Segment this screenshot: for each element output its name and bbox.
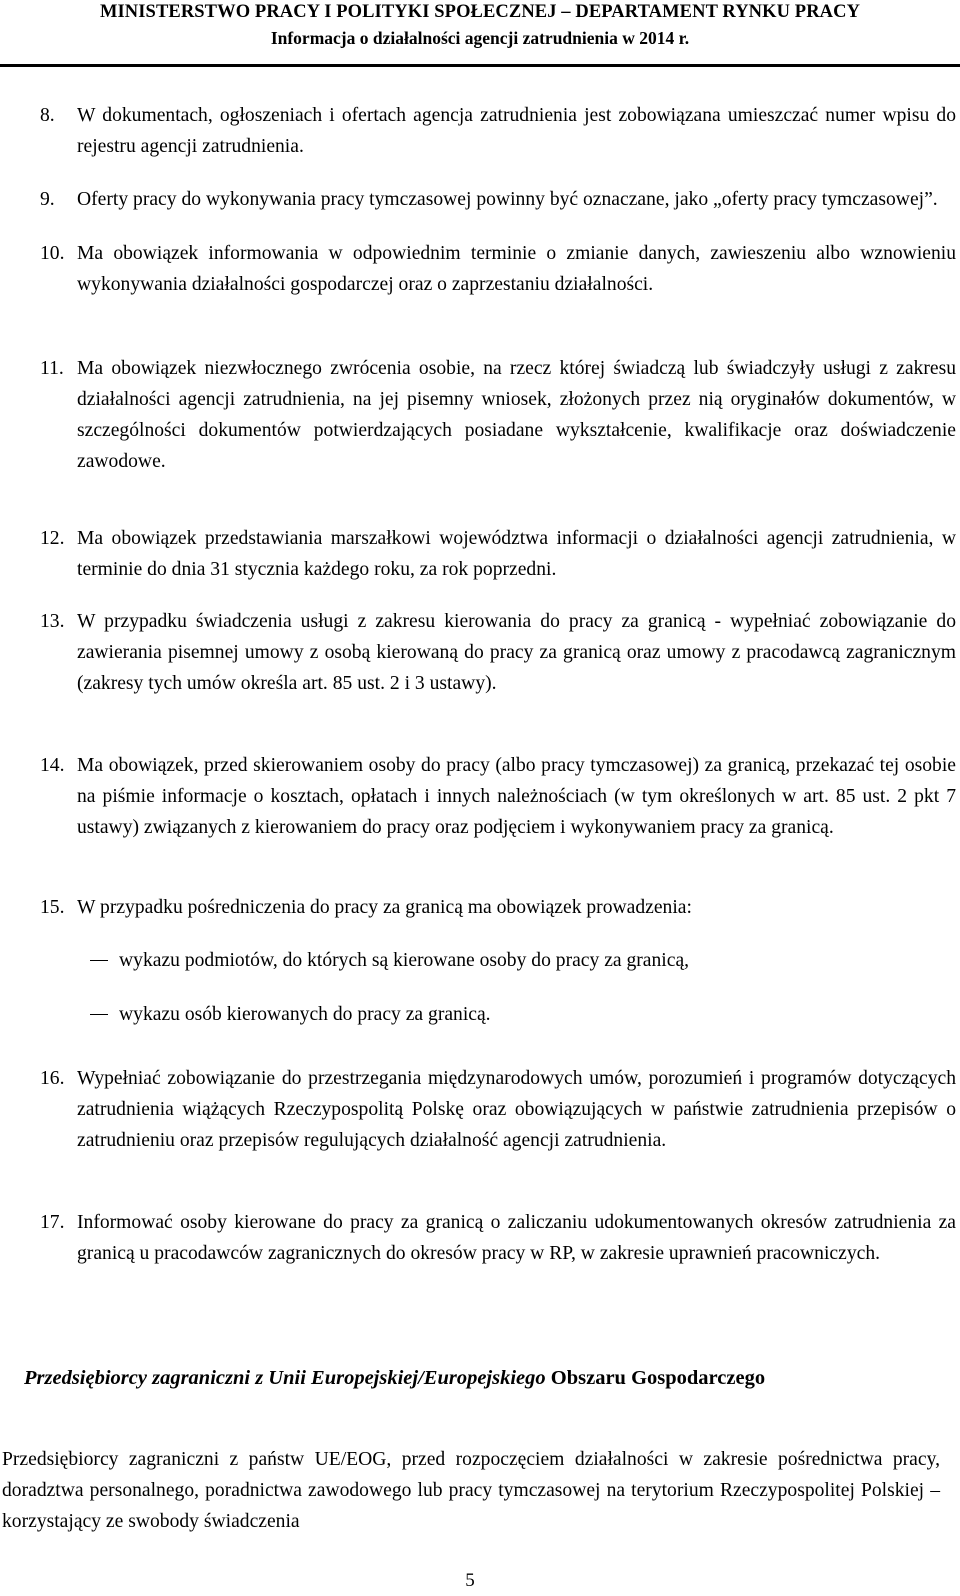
header-divider bbox=[0, 64, 960, 67]
header-ministry: MINISTERSTWO PRACY I POLITYKI SPOŁECZNEJ – DEPARTAMENT RYNKU PRACY bbox=[99, 2, 861, 22]
list-item-text: Wypełniać zobowiązanie do przestrzegania międzynarodowych umów, porozumień i programów dotyczących zatrudnienia wiążących Rzeczypospolitą Polskę oraz obowiązujących w państwie zatrudnienia przepisów o zatrudnieniu oraz przepisów regulujących działalność agencji zatrudnienia. bbox=[77, 1068, 956, 1151]
list-item-number: 10. bbox=[40, 243, 65, 264]
list-item-text: W przypadku świadczenia usługi z zakresu kierowania do pracy za granicą - wypełniać zobowiązanie do zawierania pisemnej umowy z osobą kierowaną do pracy za granicą oraz umowy z pracodawcą zagranicznym (zakresy tych umów określa art. 85 ust. 2 i 3 ustawy). bbox=[77, 611, 956, 694]
list-item-text: W przypadku pośredniczenia do pracy za granicą ma obowiązek prowadzenia: bbox=[77, 897, 692, 918]
list-item-number: 12. bbox=[40, 528, 65, 549]
list-item-text: Informować osoby kierowane do pracy za granicą o zaliczaniu udokumentowanych okresów zatrudnienia za granicą u pracodawców zagranicznych do okresów pracy w RP, w zakresie uprawnień pracowniczych. bbox=[77, 1212, 956, 1264]
list-item-number: 14. bbox=[40, 755, 65, 776]
list-item-number: 11. bbox=[40, 358, 64, 379]
page-number: 5 bbox=[465, 1570, 475, 1591]
list-item-number: 17. bbox=[40, 1212, 65, 1233]
list-item-number: 8. bbox=[40, 105, 55, 126]
dash-bullet-icon bbox=[90, 960, 108, 961]
list-item-text: Ma obowiązek informowania w odpowiednim terminie o zmianie danych, zawieszeniu albo wznowieniu wykonywania działalności gospodarczej oraz o zaprzestaniu działalności. bbox=[77, 243, 956, 295]
list-item-number: 16. bbox=[40, 1068, 65, 1089]
section-paragraph: Przedsiębiorcy zagraniczni z państw UE/EOG, przed rozpoczęciem działalności w zakresie pośrednictwa pracy, doradztwa personalnego, poradnictwa zawodowego lub pracy tymczasowej na terytorium Rzeczypospolitej Polskiej – korzystający ze swobody świadczenia bbox=[2, 1449, 940, 1532]
list-item-number: 15. bbox=[40, 897, 65, 918]
list-item-text: Oferty pracy do wykonywania pracy tymczasowej powinny być oznaczane, jako „oferty pracy tymczasowej”. bbox=[77, 189, 938, 210]
header-report-title: Informacja o działalności agencji zatrudnienia w 2014 r. bbox=[270, 28, 690, 48]
list-item-text: Ma obowiązek niezwłocznego zwrócenia osobie, na rzecz której świadczą lub świadczyły usługi z zakresu działalności agencji zatrudnienia, na jej pisemny wniosek, złożonych przez nią oryginałów dokumentów, w szczególności dokumentów potwierdzających posiadane wykształcenie, kwalifikacje oraz doświadczenie zawodowe. bbox=[77, 358, 956, 472]
list-item-number: 13. bbox=[40, 611, 65, 632]
list-item-text: W dokumentach, ogłoszeniach i ofertach agencja zatrudnienia jest zobowiązana umieszczać numer wpisu do rejestru agencji zatrudnienia. bbox=[77, 105, 956, 157]
dash-bullet-icon bbox=[90, 1014, 108, 1015]
section-heading bbox=[24, 1367, 954, 1390]
section-heading-italic: Przedsiębiorcy zagraniczni z Unii Europejskiej/Europejskiego bbox=[24, 1367, 546, 1389]
list-item-text: Ma obowiązek, przed skierowaniem osoby do pracy (albo pracy tymczasowej) za granicą, przekazać tej osobie na piśmie informacje o kosztach, opłatach i innych należnościach (w tym określonych w art. 85 ust. 2 pkt 7 ustawy) związanych z kierowaniem do pracy oraz podjęciem i wykonywaniem pracy za granicą. bbox=[77, 755, 956, 838]
section-heading-rest: Obszaru Gospodarczego bbox=[550, 1367, 766, 1389]
list-item-text: Ma obowiązek przedstawiania marszałkowi województwa informacji o działalności agencji zatrudnienia, w terminie do dnia 31 stycznia każdego roku, za rok poprzedni. bbox=[77, 528, 956, 580]
sub-list-item-text: wykazu osób kierowanych do pracy za granicą. bbox=[119, 1004, 491, 1025]
sub-list-item-text: wykazu podmiotów, do których są kierowane osoby do pracy za granicą, bbox=[119, 950, 690, 971]
list-item-number: 9. bbox=[40, 189, 55, 210]
